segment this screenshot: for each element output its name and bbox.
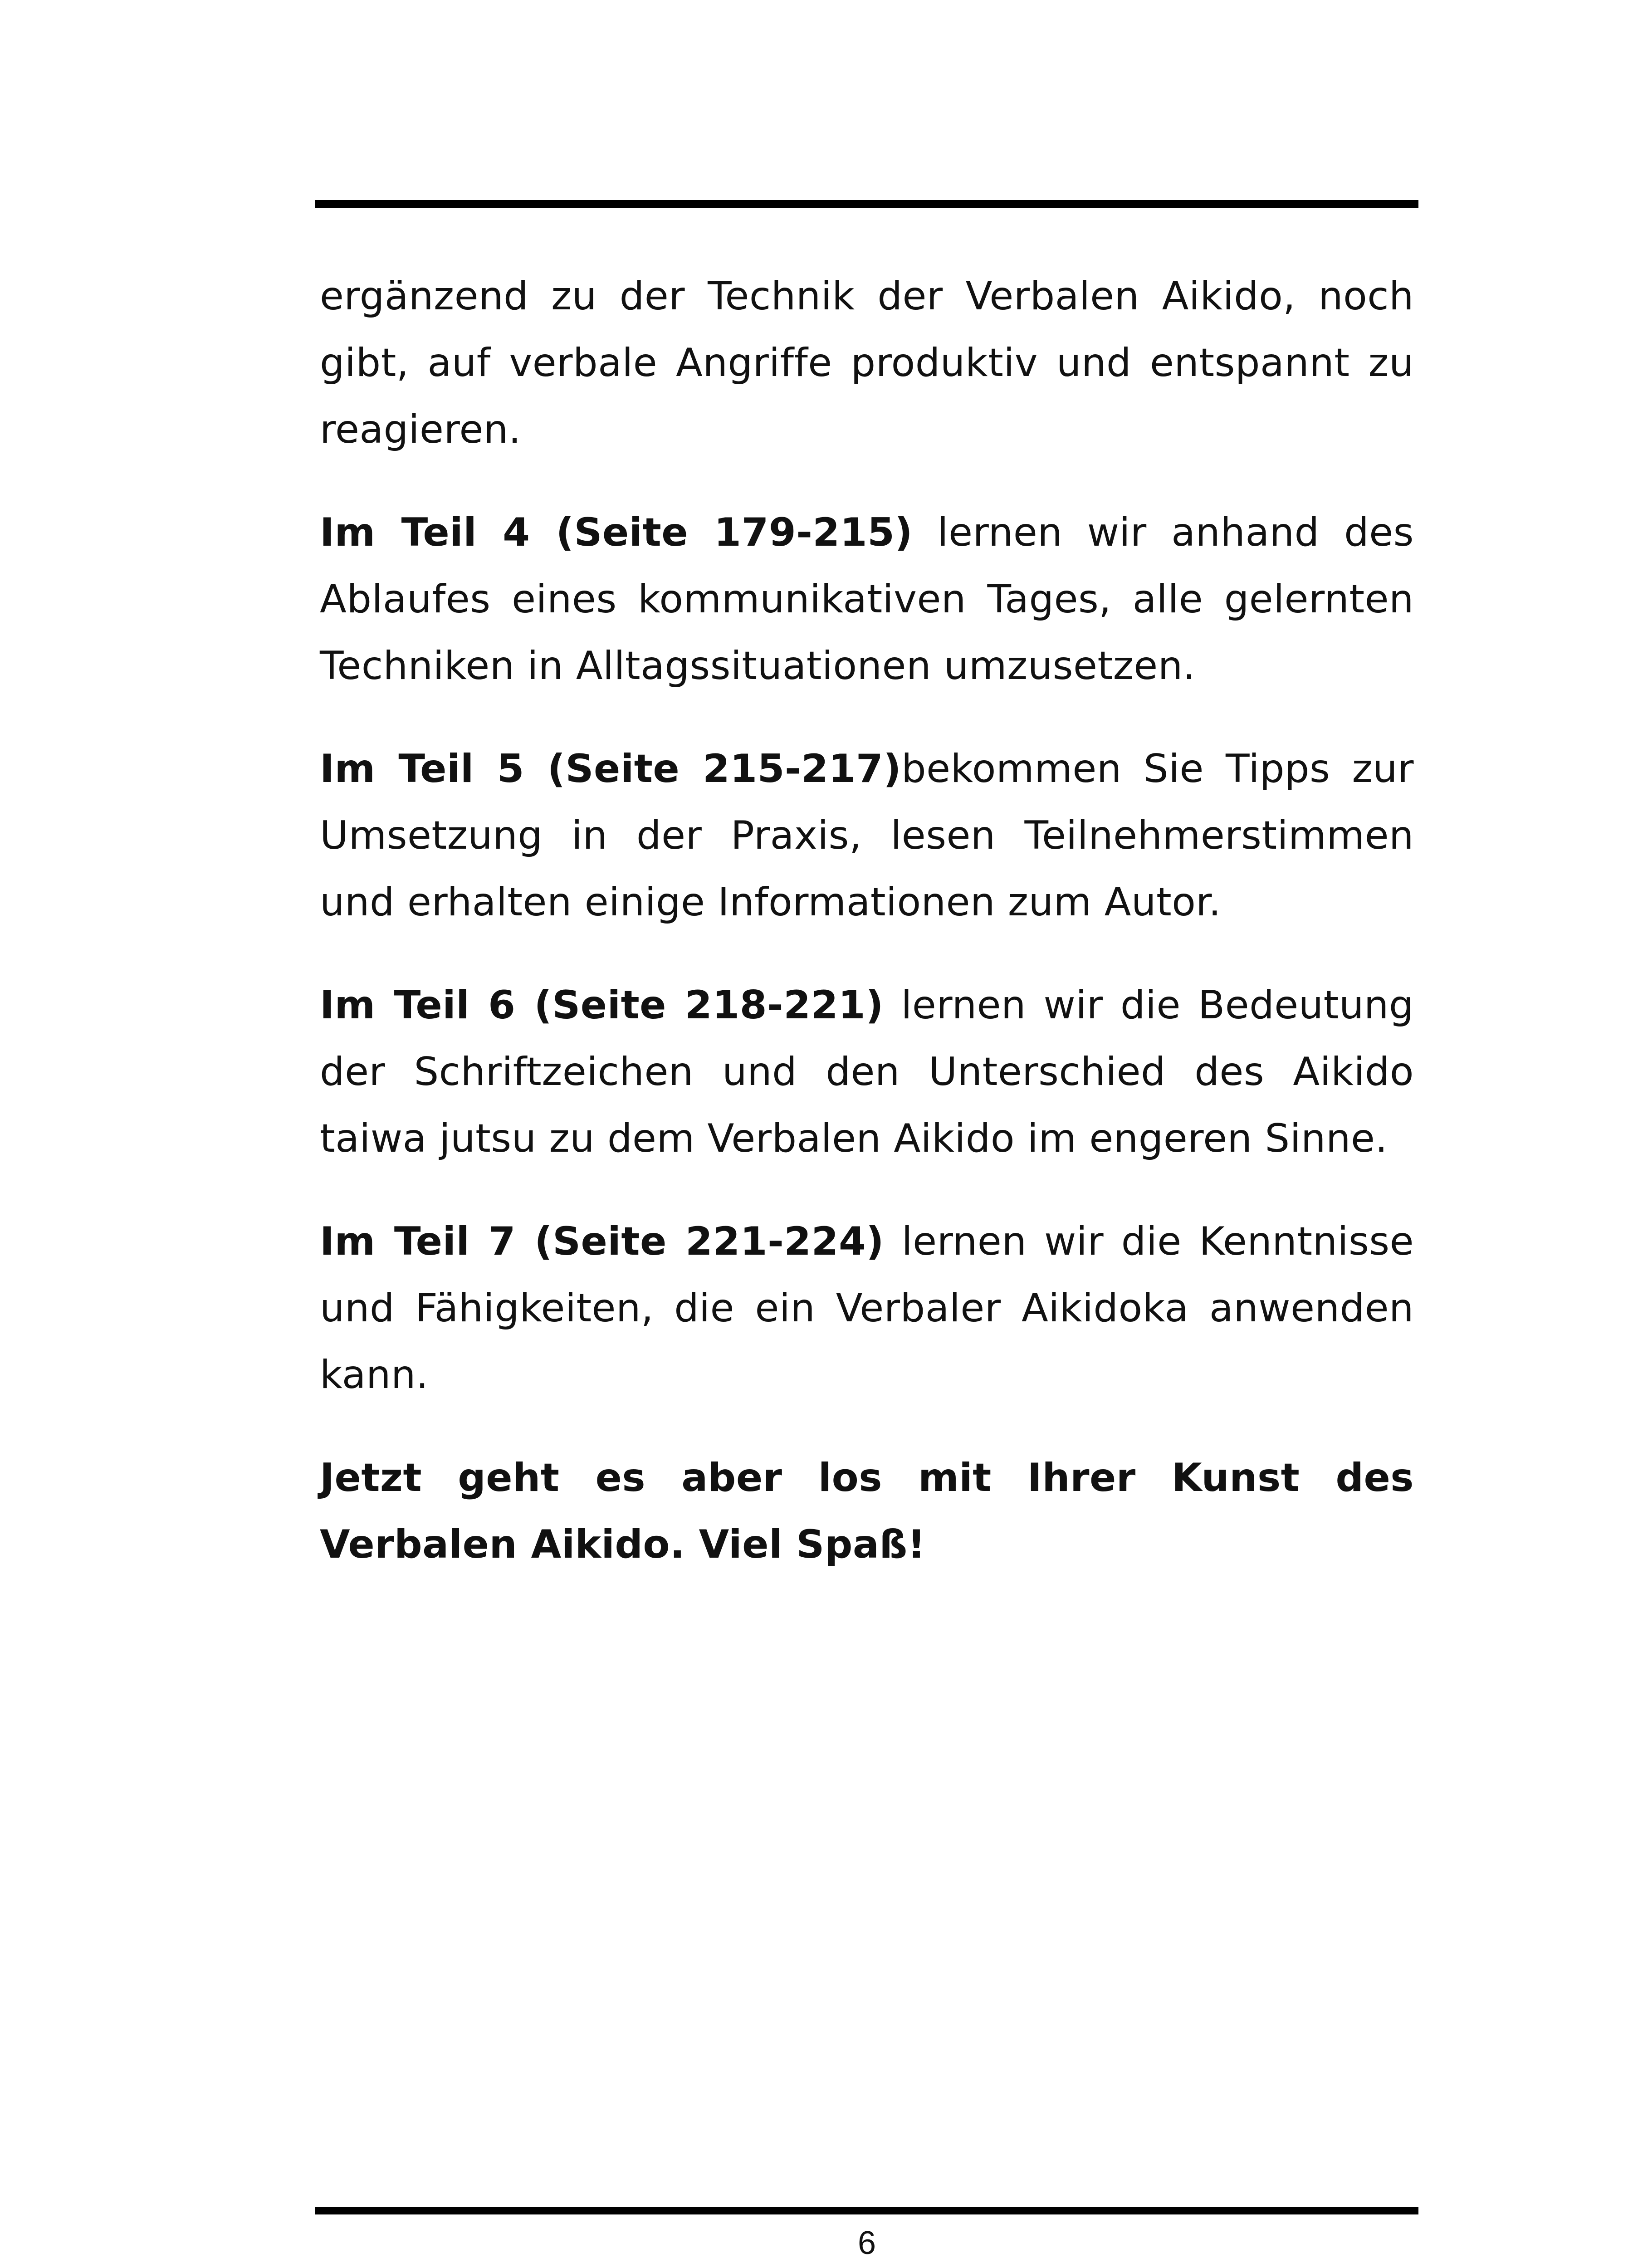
page-number: 6 [857, 2225, 876, 2261]
paragraph-text: lernen wir die Kenntnisse und Fähigkeiten, die ein Verbaler Aikidoka anwenden kann. [320, 1219, 1414, 1398]
paragraph-part-7 [320, 1208, 1414, 1408]
paragraph-text: lernen wir die Bedeutung der Schriftzeichen und den Unterschied des Aikido taiwa jutsu zu dem Verbalen Aikido im engeren Sinne. [320, 982, 1414, 1161]
paragraph-part-4 [320, 499, 1414, 699]
paragraph-heading: Im Teil 6 (Seite 218-221) [320, 982, 884, 1028]
top-rule [315, 200, 1418, 208]
paragraph-part-6 [320, 972, 1414, 1172]
page-body [320, 263, 1414, 1614]
paragraph-text: ergänzend zu der Technik der Verbalen Aikido, noch gibt, auf verbale Angriffe produktiv und entspannt zu reagieren. [320, 274, 1414, 452]
paragraph-intro-continuation [320, 263, 1414, 463]
paragraph-text: bekommen Sie Tipps zur Umsetzung in der Praxis, lesen Teilnehmerstimmen und erhalten einige Informationen zum Autor. [320, 746, 1414, 925]
paragraph-heading: Im Teil 7 (Seite 221-224) [320, 1219, 885, 1264]
paragraph-heading: Im Teil 5 (Seite 215-217) [320, 746, 902, 792]
bottom-rule [315, 2207, 1418, 2214]
paragraph-part-5 [320, 736, 1414, 936]
paragraph-text: lernen wir anhand des Ablaufes eines kommunikativen Tages, alle gelernten Techniken in Alltagssituationen umzusetzen. [320, 510, 1414, 689]
paragraph-heading: Im Teil 4 (Seite 179-215) [320, 510, 913, 555]
closing-paragraph: Jetzt geht es aber los mit Ihrer Kunst des Verbalen Aikido. Viel Spaß! [320, 1455, 1414, 1567]
